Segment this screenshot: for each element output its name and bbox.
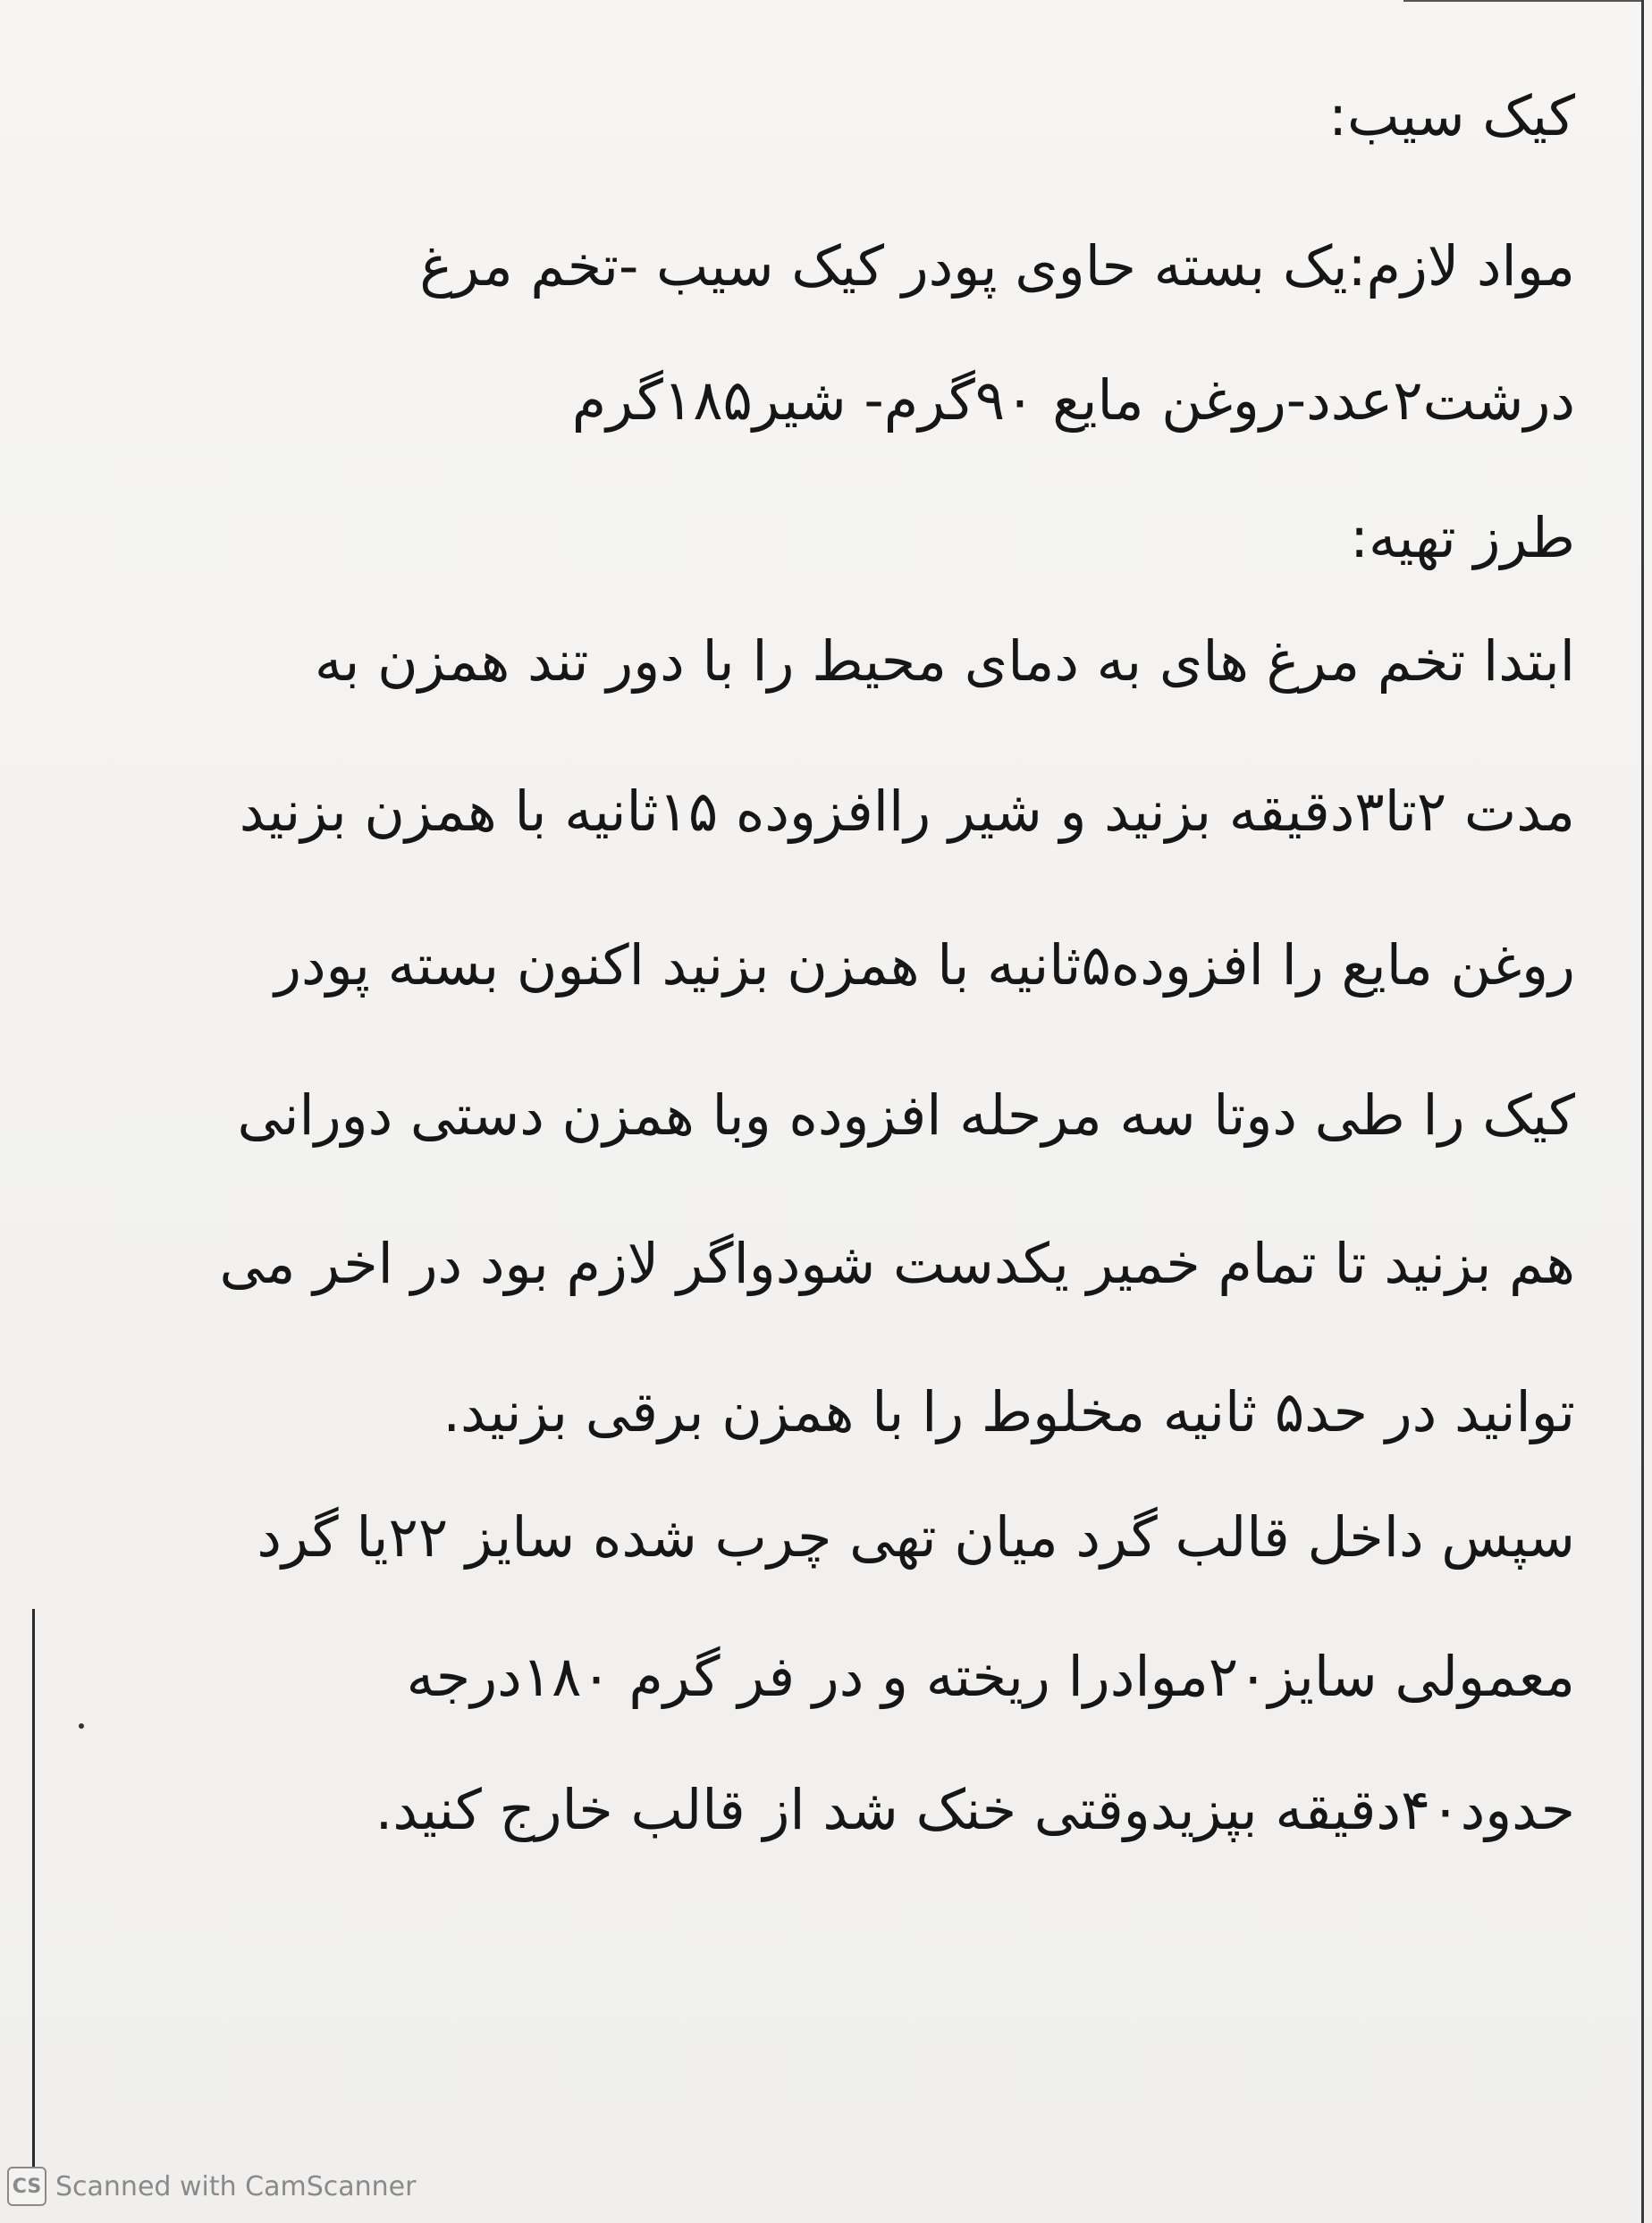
scan-speck: [79, 1723, 84, 1729]
recipe-title: کیک سیب:: [1328, 83, 1575, 148]
page-edge-right: [1641, 0, 1644, 2223]
camscanner-logo-icon: CS: [7, 2167, 46, 2206]
page-edge-top: [1403, 0, 1641, 2]
camscanner-watermark: [7, 2165, 416, 2208]
camscanner-text: Scanned with CamScanner: [55, 2170, 417, 2202]
method-line-8: معمولی سایز۲۰موادرا ریخته و در فر گرم ۱۸۰درجه: [406, 1644, 1575, 1709]
ingredients-line-1: مواد لازم:یک بسته حاوی پودر کیک سیب -تخم مرغ: [419, 233, 1575, 299]
ingredients-line-2: درشت۲عدد-روغن مایع ۹۰گرم- شیر۱۸۵گرم: [571, 367, 1575, 433]
method-heading: طرز تهیه:: [1350, 505, 1575, 570]
method-line-9: حدود۴۰دقیقه بپزیدوقتی خنک شد از قالب خارج کنید.: [375, 1777, 1575, 1842]
page-edge-left: [32, 1609, 35, 2181]
method-line-1: ابتدا تخم مرغ های به دمای محیط را با دور تند همزن به: [314, 628, 1575, 694]
method-line-2: مدت ۲تا۳دقیقه بزنید و شیر راافزوده ۱۵ثانیه با همزن بزنید: [239, 779, 1575, 844]
method-line-5: هم بزنید تا تمام خمیر یکدست شودواگر لازم بود در اخر می: [219, 1231, 1575, 1296]
method-line-7: سپس داخل قالب گرد میان تهی چرب شده سایز ۲۲یا گرد: [257, 1504, 1575, 1570]
method-line-4: کیک را طی دوتا سه مرحله افزوده وبا همزن دستی دورانی: [237, 1082, 1575, 1148]
method-line-3: روغن مایع را افزوده۵ثانیه با همزن بزنید اکنون بسته پودر: [274, 932, 1575, 998]
method-line-6: توانید در حد۵ ثانیه مخلوط را با همزن برقی بزنید.: [442, 1379, 1575, 1444]
